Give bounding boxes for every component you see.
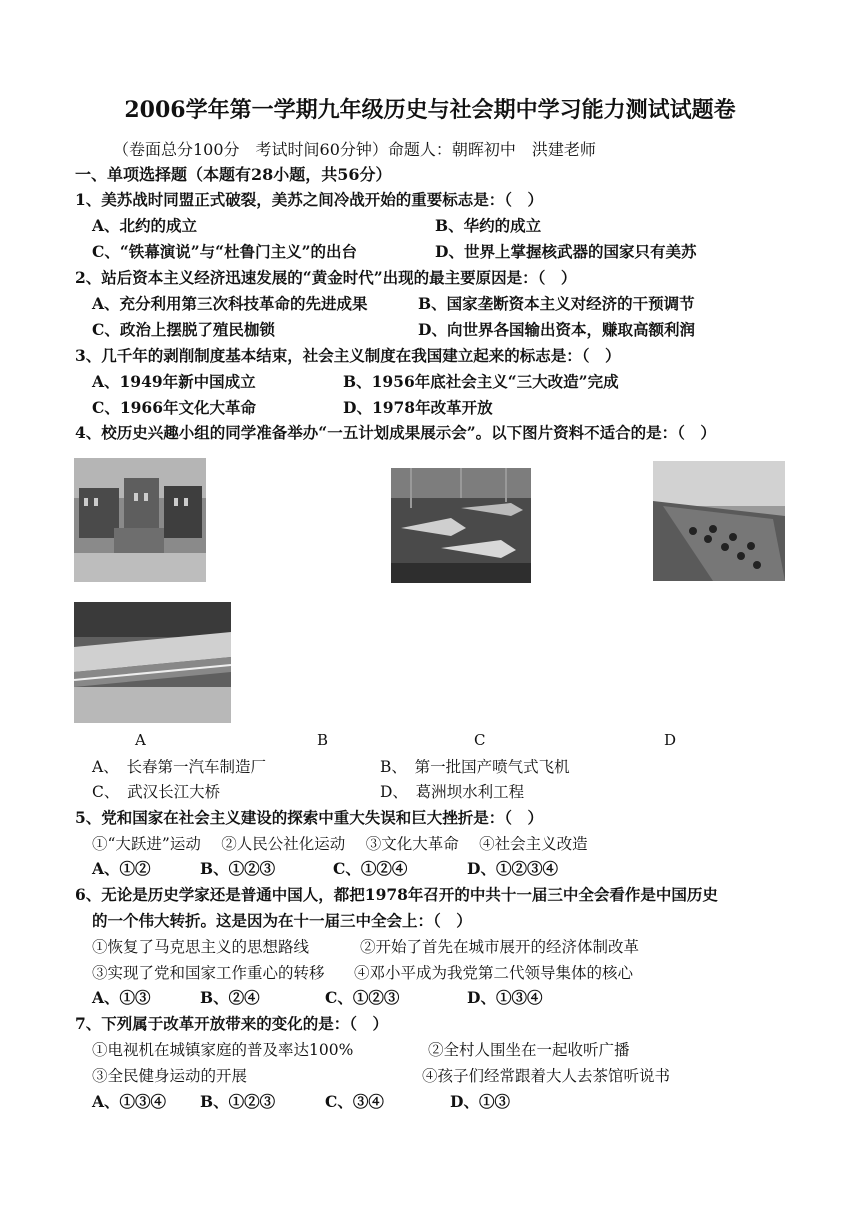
photo-label-c: C (474, 731, 486, 749)
question-2-option-c: C、政治上摆脱了殖民枷锁 (92, 320, 275, 339)
question-6-item-1: ①恢复了马克思主义的思想路线 (92, 938, 310, 956)
photo-b-jet-planes (391, 468, 531, 583)
question-7-option-a: A、①③④ (92, 1092, 167, 1111)
question-2-stem: 2、站后资本主义经济迅速发展的“黄金时代”出现的最主要原因是：（ ） (75, 268, 577, 287)
question-7-item-4: ④孩子们经常跟着大人去茶馆听说书 (422, 1067, 671, 1085)
photo-d-dam (74, 602, 231, 723)
question-4-option-d: D、 葛洲坝水利工程 (380, 783, 525, 801)
question-7-stem: 7、下列属于改革开放带来的变化的是：（ ） (75, 1014, 389, 1033)
question-2-option-a: A、充分利用第三次科技革命的先进成果 (92, 294, 368, 313)
question-7-item-2: ②全村人围坐在一起收听广播 (428, 1041, 630, 1059)
question-6-item-4: ④邓小平成为我党第二代领导集体的核心 (354, 964, 634, 982)
question-1-option-a: A、北约的成立 (92, 216, 198, 235)
question-4-option-c: C、 武汉长江大桥 (92, 783, 221, 801)
section-heading: 一、单项选择题（本题有28小题，共56分） (75, 165, 392, 184)
question-5-stem: 5、党和国家在社会主义建设的探索中重大失误和巨大挫折是：（ ） (75, 808, 544, 827)
question-6-item-3: ③实现了党和国家工作重心的转移 (92, 964, 325, 982)
question-6-option-c: C、①②③ (325, 988, 400, 1007)
question-7-item-1: ①电视机在城镇家庭的普及率达100% (92, 1041, 354, 1059)
question-4-option-b: B、 第一批国产喷气式飞机 (380, 758, 570, 776)
photo-label-d: D (664, 731, 677, 749)
exam-subtitle: （卷面总分100分 考试时间60分钟）命题人：朝晖初中 洪建老师 (113, 140, 596, 159)
question-6-stem-line-1: 6、无论是历史学家还是普通中国人，都把1978年召开的中共十一届三中全会看作是中国历史 (75, 885, 718, 904)
exam-title: 2006学年第一学期九年级历史与社会期中学习能力测试试题卷 (124, 97, 736, 123)
question-6-option-d: D、①③④ (467, 988, 543, 1007)
question-3-option-a: A、1949年新中国成立 (92, 372, 256, 391)
question-5-option-d: D、①②③④ (467, 859, 558, 878)
photo-label-a: A (135, 731, 146, 749)
photo-label-b: B (317, 731, 329, 749)
question-6-option-b: B、②④ (200, 988, 260, 1007)
question-2-option-d: D、向世界各国输出资本，赚取高额利润 (418, 320, 695, 339)
question-5-option-c: C、①②④ (333, 859, 408, 878)
question-4-option-a: A、 长春第一汽车制造厂 (92, 758, 266, 776)
question-1-option-b: B、华约的成立 (435, 216, 542, 235)
question-6-item-2: ②开始了首先在城市展开的经济体制改革 (360, 938, 640, 956)
photo-c-bridge (653, 461, 785, 581)
question-1-option-c: C、“铁幕演说”与“杜鲁门主义”的出台 (92, 242, 357, 261)
photo-a-factory (74, 458, 206, 582)
question-7-option-b: B、①②③ (200, 1092, 276, 1111)
question-7-option-d: D、①③ (450, 1092, 510, 1111)
question-4-stem: 4、校历史兴趣小组的同学准备举办“一五计划成果展示会”。以下图片资料不适合的是：（ ） (75, 423, 716, 442)
question-3-option-b: B、1956年底社会主义“三大改造”完成 (343, 372, 619, 391)
question-2-option-b: B、国家垄断资本主义对经济的干预调节 (418, 294, 695, 313)
question-5-option-b: B、①②③ (200, 859, 276, 878)
question-6-option-a: A、①③ (92, 988, 151, 1007)
question-1-option-d: D、世界上掌握核武器的国家只有美苏 (435, 242, 697, 261)
question-5-items: ①“大跃进”运动 ②人民公社化运动 ③文化大革命 ④社会主义改造 (92, 835, 588, 853)
question-3-option-c: C、1966年文化大革命 (92, 398, 256, 417)
question-6-stem-line-2: 的一个伟大转折。这是因为在十一届三中全会上：（ ） (92, 911, 472, 930)
question-3-option-d: D、1978年改革开放 (343, 398, 493, 417)
question-7-option-c: C、③④ (325, 1092, 384, 1111)
question-1-stem: 1、美苏战时同盟正式破裂，美苏之间冷战开始的重要标志是：（ ） (75, 190, 544, 209)
question-7-item-3: ③全民健身运动的开展 (92, 1067, 248, 1085)
question-5-option-a: A、①② (92, 859, 151, 878)
question-3-stem: 3、几千年的剥削制度基本结束，社会主义制度在我国建立起来的标志是：（ ） (75, 346, 621, 365)
